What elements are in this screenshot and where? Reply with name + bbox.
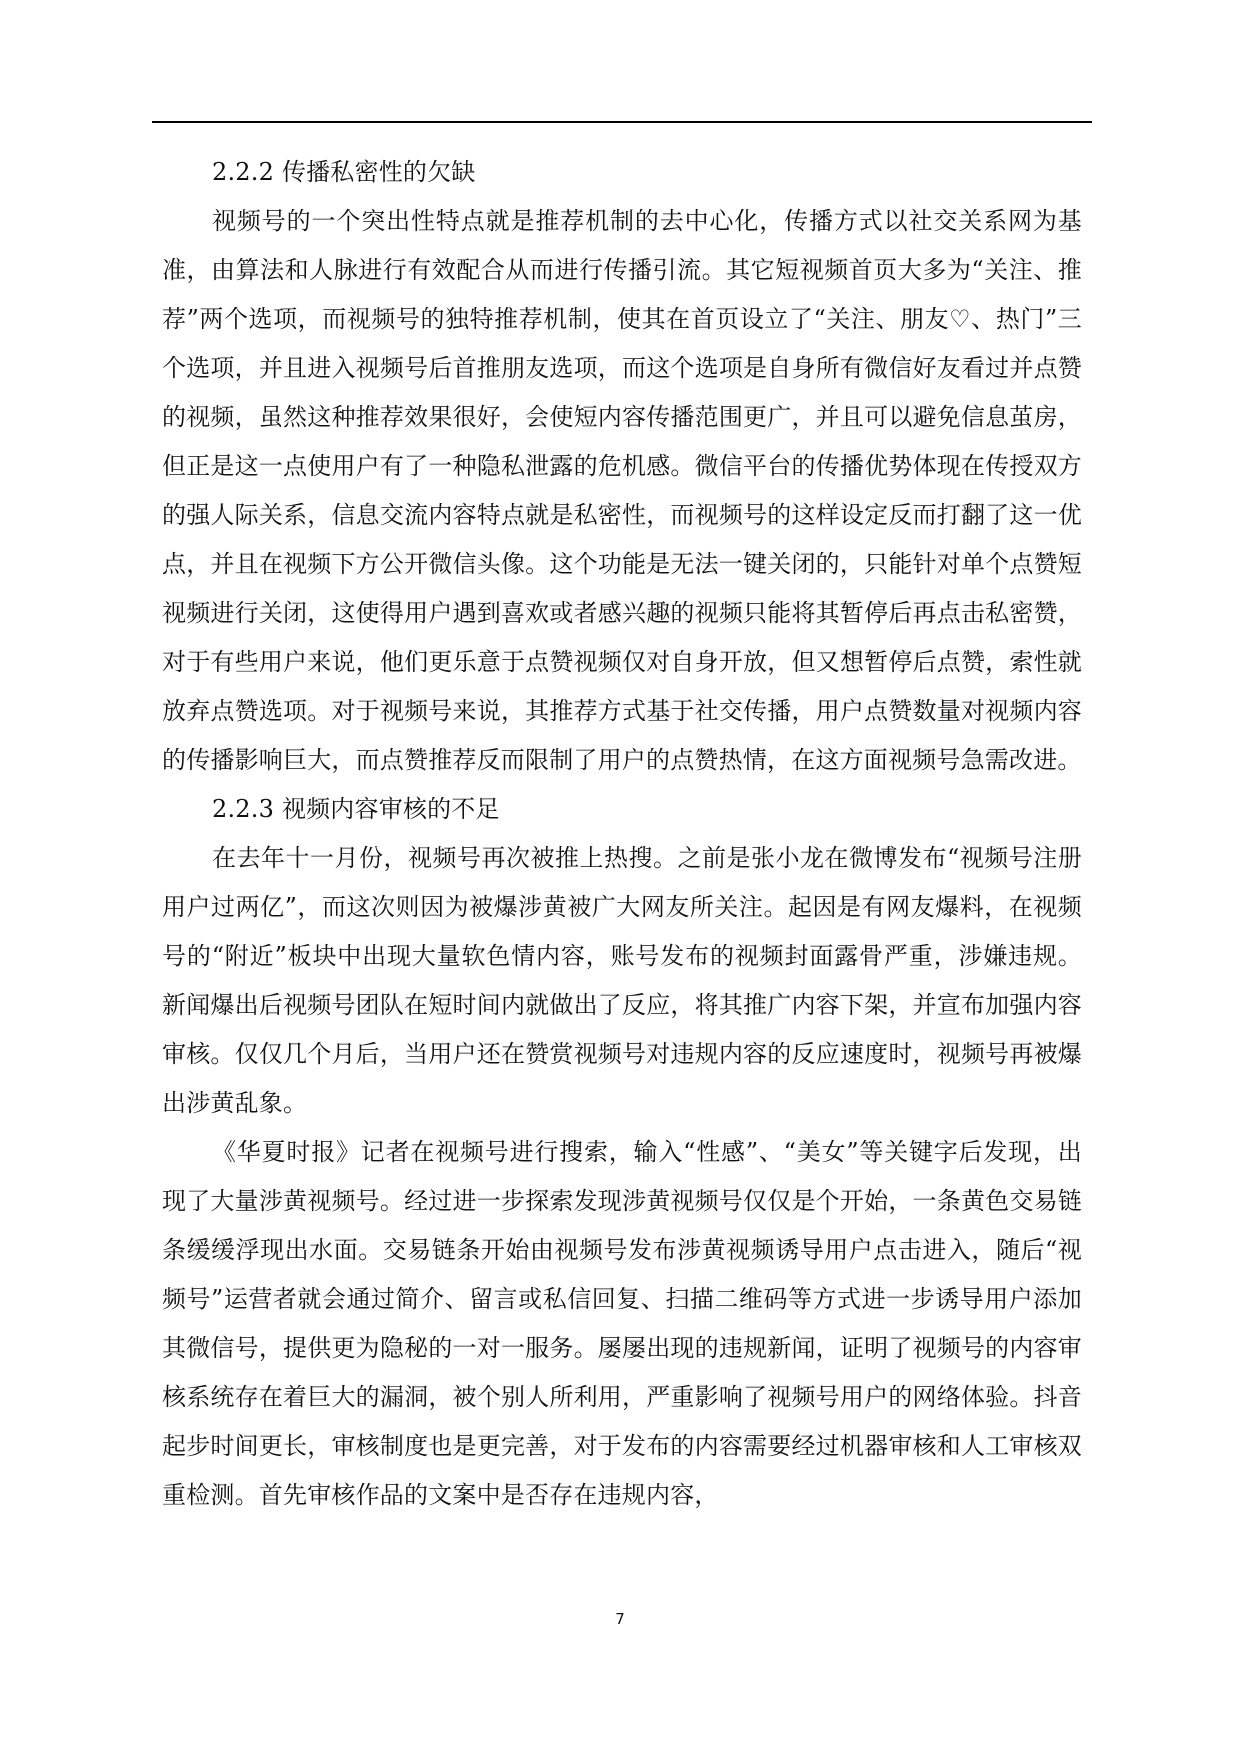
section-heading-2-2-3: 2.2.3 视频内容审核的不足 [212,795,500,823]
paragraph: 《华夏时报》记者在视频号进行搜索，输入“性感”、“美女”等关键字后发现，出现了大量涉黄视频号。经过进一步探索发现涉黄视频号仅仅是个开始，一条黄色交易链条缓缓浮现出水面。交易链条开始由视频号发布涉黄视频诱导用户点击进入，随后“视频号”运营者就会通过简介、留言或私信回复、扫描二维码等方式进一步诱导用户添加其微信号，提供更为隐秘的一对一服务。屡屡出现的违规新闻，证明了视频号的内容审核系统存在着巨大的漏洞，被个别人所利用，严重影响了视频号用户的网络体验。抖音起步时间更长，审核制度也是更完善，对于发布的内容需要经过机器审核和人工审核双重检测。首先审核作品的文案中是否存在违规内容， [162,1138,1082,1509]
paragraph: 在去年十一月份，视频号再次被推上热搜。之前是张小龙在微博发布“视频号注册用户过两亿”，而这次则因为被爆涉黄被广大网友所关注。起因是有网友爆料，在视频号的“附近”板块中出现大量软色情内容，账号发布的视频封面露骨严重，涉嫌违规。新闻爆出后视频号团队在短时间内就做出了反应，将其推广内容下架，并宣布加强内容审核。仅仅几个月后，当用户还在赞赏视频号对违规内容的反应速度时，视频号再被爆出涉黄乱象。 [162,844,1082,1117]
header-rule [152,121,1092,123]
page-number: 7 [615,1610,625,1628]
page-body [162,148,1082,1520]
paragraph: 视频号的一个突出性特点就是推荐机制的去中心化，传播方式以社交关系网为基准，由算法和人脉进行有效配合从而进行传播引流。其它短视频首页大多为“关注、推荐”两个选项，而视频号的独特推荐机制，使其在首页设立了“关注、朋友♡、热门”三个选项，并且进入视频号后首推朋友选项，而这个选项是自身所有微信好友看过并点赞的视频，虽然这种推荐效果很好，会使短内容传播范围更广，并且可以避免信息茧房，但正是这一点使用户有了一种隐私泄露的危机感。微信平台的传播优势体现在传授双方的强人际关系，信息交流内容特点就是私密性，而视频号的这样设定反而打翻了这一优点，并且在视频下方公开微信头像。这个功能是无法一键关闭的，只能针对单个点赞短视频进行关闭，这使得用户遇到喜欢或者感兴趣的视频只能将其暂停后再点击私密赞，对于有些用户来说，他们更乐意于点赞视频仅对自身开放，但又想暂停后点赞，索性就放弃点赞选项。对于视频号来说，其推荐方式基于社交传播，用户点赞数量对视频内容的传播影响巨大，而点赞推荐反而限制了用户的点赞热情，在这方面视频号急需改进。 [162,207,1082,774]
section-heading-2-2-2: 2.2.2 传播私密性的欠缺 [212,158,476,186]
